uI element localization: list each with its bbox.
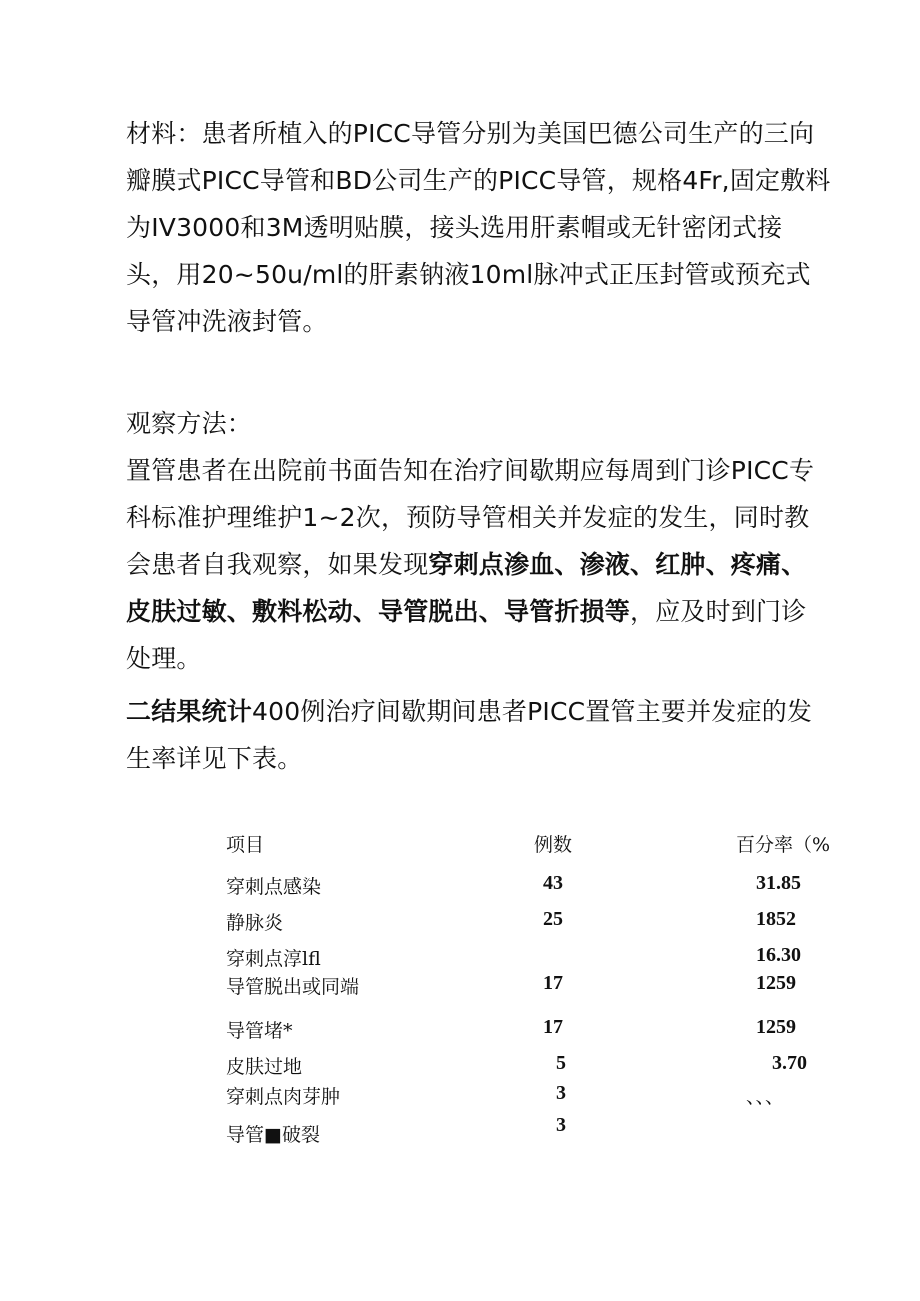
row-percent: 16.30 — [756, 944, 801, 966]
row-item: 穿刺点淳lfl — [226, 948, 321, 970]
results-heading: 二结果统计 — [126, 697, 253, 726]
results-paragraph — [126, 688, 831, 782]
row-count: 43 — [543, 872, 563, 894]
table-row — [226, 1016, 836, 1042]
observation-heading-block — [126, 400, 831, 447]
observation-text-start: 置管患者在出院前书面告知在治疗间歇期应每周到门诊PICC专科标准护理维护1~2次，预防导管相关并发症的发生，同时教会患者自我观察，如果发现 — [126, 456, 815, 579]
row-percent: 1259 — [756, 972, 796, 994]
row-item: 穿刺点感染 — [226, 876, 322, 898]
row-count: 3 — [556, 1082, 566, 1104]
row-item: 皮肤过地 — [226, 1056, 303, 1078]
row-count: 3 — [556, 1114, 566, 1136]
row-count: 17 — [543, 1016, 563, 1038]
row-item: 静脉炎 — [226, 912, 284, 934]
row-percent: 1259 — [756, 1016, 796, 1038]
observation-paragraph — [126, 447, 831, 682]
table-row — [226, 972, 836, 998]
row-count: 25 — [543, 908, 563, 930]
table-header-count: 例数 — [534, 834, 573, 856]
table-row — [226, 1052, 836, 1078]
row-item: 导管堵* — [226, 1020, 293, 1042]
row-percent: 、、、 — [746, 1086, 785, 1108]
materials-paragraph — [126, 110, 831, 345]
table-header-item: 项目 — [226, 834, 265, 856]
row-item: 穿刺点肉芽肿 — [226, 1086, 341, 1108]
row-percent: 3.70 — [772, 1052, 807, 1074]
results-text — [126, 688, 831, 782]
row-item: 导管■破裂 — [226, 1124, 320, 1146]
observation-text-end: ，应及时到门诊处理。 — [126, 597, 807, 673]
results-body: 400例治疗间歇期间患者PICC置管主要并发症的发生率详见下表。 — [126, 697, 813, 773]
row-count: 17 — [543, 972, 563, 994]
observation-text-bold: 穿刺点渗血、渗液、红肿、疼痛、皮肤过敏、敷料松动、导管脱出、导管折损等 — [126, 550, 807, 626]
observation-heading: 观察方法： — [126, 409, 253, 438]
stats-table-wrap — [226, 822, 836, 1152]
table-row — [226, 908, 836, 934]
table-row — [226, 872, 836, 898]
table-row — [226, 1114, 836, 1144]
table-row — [226, 944, 836, 970]
observation-text — [126, 447, 831, 682]
row-item: 导管脱出或同端 — [226, 976, 360, 998]
row-percent: 1852 — [756, 908, 796, 930]
table-row — [226, 1082, 836, 1108]
table-header-percent: 百分率（% — [736, 834, 831, 856]
materials-text: 材料：患者所植入的PICC导管分别为美国巴德公司生产的三向瓣膜式PICC导管和BD公司生产的PICC导管，规格4Fr,固定敷料为IV3000和3M透明贴膜，接头选用肝素帽或无针密闭式接头，用20~50u/ml的肝素钠液10ml脉冲式正压封管或预充式导管冲洗液封管。 — [126, 119, 831, 336]
row-count: 5 — [556, 1052, 566, 1074]
row-percent: 31.85 — [756, 872, 801, 894]
